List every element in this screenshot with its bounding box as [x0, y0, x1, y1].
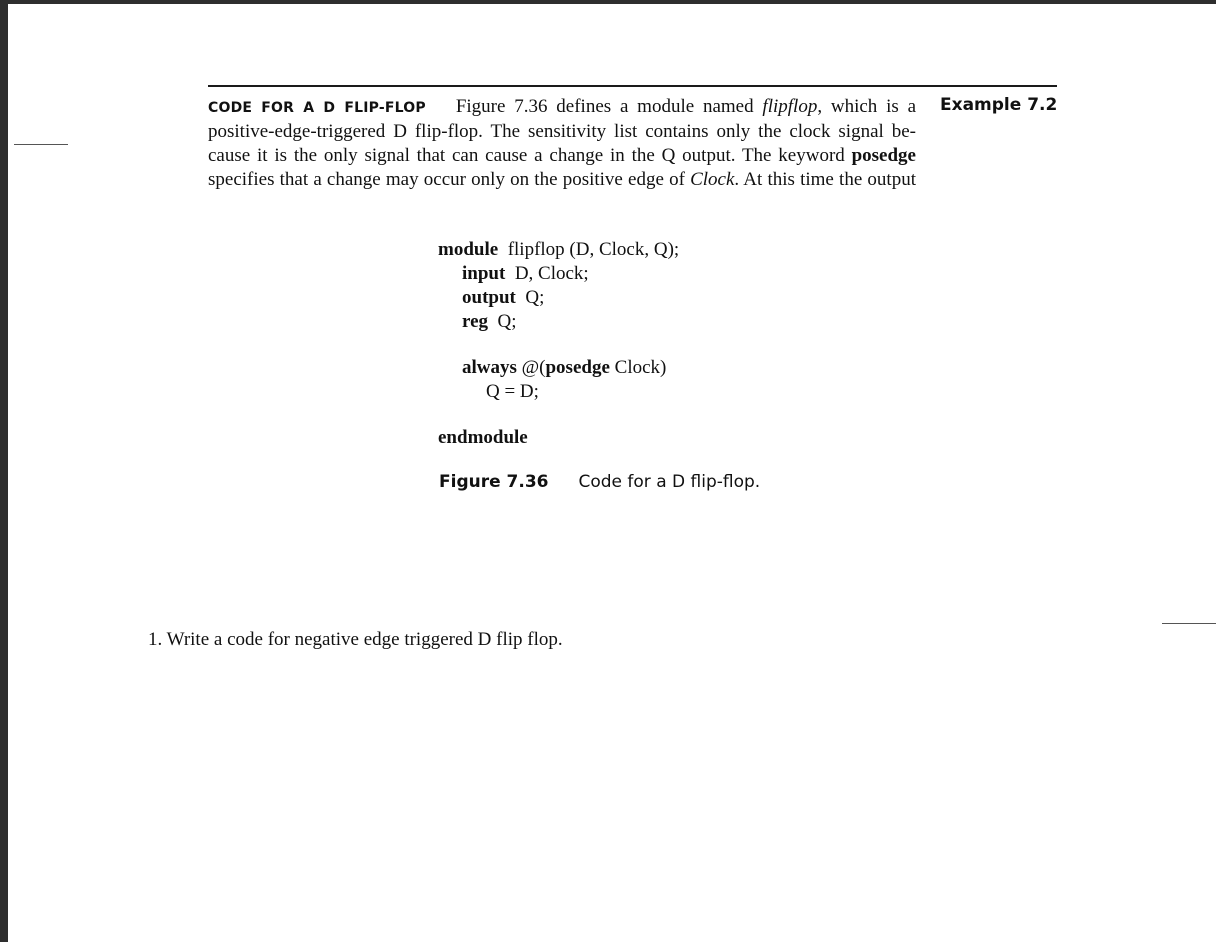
code-line-output: output Q; [462, 287, 545, 308]
paragraph-line-1: CODE FOR A D FLIP-FLOP Figure 7.36 defines a module named flipflop, which is a [208, 96, 917, 117]
code-line-endmodule: endmodule [438, 427, 528, 448]
figure-caption-text: Code for a D flip-flop. [578, 472, 761, 492]
verilog-code-block [438, 238, 679, 450]
document-page [8, 4, 1216, 942]
section-top-rule [208, 85, 1057, 87]
code-line-assign: Q = D; [486, 381, 539, 402]
figure-caption [439, 472, 760, 492]
question-text: 1. Write a code for negative edge triggered D flip flop. [148, 629, 563, 650]
clock-italic: Clock [690, 169, 735, 190]
code-blank-line [438, 334, 679, 356]
example-label: Example 7.2 [940, 95, 1058, 115]
code-line-reg: reg Q; [462, 311, 517, 332]
figure-number: Figure 7.36 [439, 472, 549, 492]
code-line-module: module flipflop (D, Clock, Q); [438, 239, 680, 260]
paragraph-line-3: cause it is the only signal that can cause a change in the Q output. The keyword posedge [208, 145, 916, 166]
paragraph-line-4: specifies that a change may occur only on the positive edge of Clock. At this time the output [208, 169, 916, 190]
posedge-keyword: posedge [851, 145, 916, 166]
example-paragraph [208, 95, 916, 192]
paragraph-line-2: positive-edge-triggered D flip-flop. The sensitivity list contains only the clock signal be- [208, 121, 916, 142]
example-heading: CODE FOR A D FLIP-FLOP [208, 100, 426, 116]
code-blank-line [438, 404, 679, 426]
module-name-italic: flipflop [762, 96, 818, 117]
margin-marker-right [1162, 623, 1216, 624]
code-line-input: input D, Clock; [462, 263, 589, 284]
code-line-always: always @(posedge Clock) [462, 357, 667, 378]
margin-marker-left [14, 144, 68, 145]
